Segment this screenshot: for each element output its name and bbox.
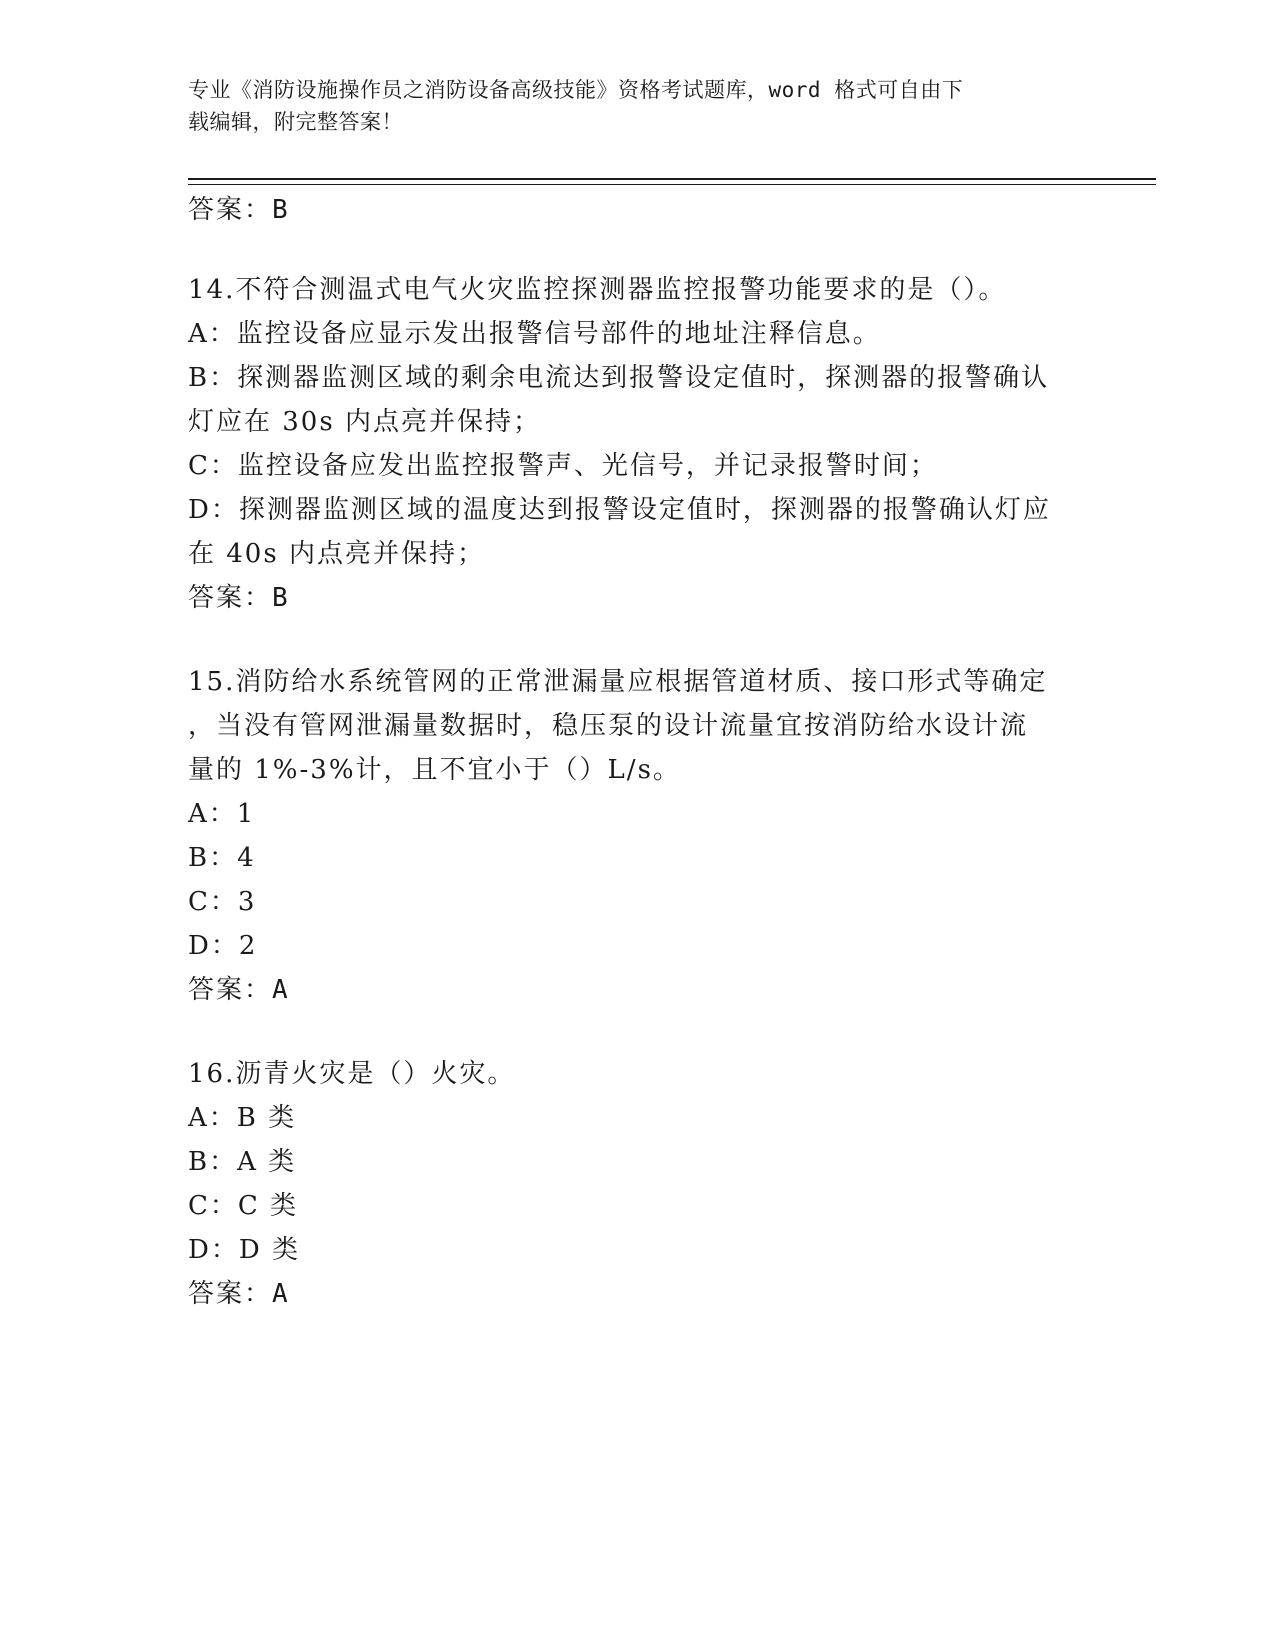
q16-option-a: A：B 类 (188, 1103, 297, 1133)
q15-answer: 答案：A (188, 975, 290, 1005)
q15-option-c: C：3 (188, 887, 257, 917)
header-line-2: 载编辑，附完整答案！ (188, 110, 403, 134)
header-divider-thin (188, 184, 1156, 185)
q16-stem: 16.沥青火灾是（）火灾。 (188, 1059, 516, 1089)
q14-option-b-line2: 灯应在 30s 内点亮并保持； (188, 407, 541, 437)
q15-option-d: D：2 (188, 931, 258, 961)
q15-option-b: B：4 (188, 843, 256, 873)
header-line-1: 专业《消防设施操作员之消防设备高级技能》资格考试题库，word 格式可自由下 (188, 78, 964, 102)
q16-option-c: C：C 类 (188, 1191, 299, 1221)
document-header (188, 74, 1078, 138)
q15-option-a: A：1 (188, 799, 256, 829)
q14-answer: 答案：B (188, 583, 290, 613)
q16-answer: 答案：A (188, 1279, 290, 1309)
prev-answer: 答案：B (188, 195, 290, 225)
q16-option-d: D：D 类 (188, 1235, 300, 1265)
q14-option-d-line2: 在 40s 内点亮并保持； (188, 539, 485, 569)
q14-option-c: C：监控设备应发出监控报警声、光信号，并记录报警时间； (188, 451, 938, 481)
q15-stem-line2: ，当没有管网泄漏量数据时，稳压泵的设计流量宜按消防给水设计流 (188, 711, 1029, 741)
q15-stem-line1: 15.消防给水系统管网的正常泄漏量应根据管道材质、接口形式等确定 (188, 667, 1048, 697)
q14-option-b-line1: B：探测器监测区域的剩余电流达到报警设定值时，探测器的报警确认 (188, 363, 1050, 393)
q14-stem: 14.不符合测温式电气火灾监控探测器监控报警功能要求的是（）。 (188, 275, 1007, 305)
header-divider-thick (188, 178, 1156, 180)
q15-stem-line3: 量的 1%-3%计，且不宜小于（）L/s。 (188, 755, 681, 785)
q14-option-a: A：监控设备应显示发出报警信号部件的地址注释信息。 (188, 319, 881, 349)
q14-option-d-line1: D：探测器监测区域的温度达到报警设定值时，探测器的报警确认灯应 (188, 495, 1051, 525)
q16-option-b: B：A 类 (188, 1147, 297, 1177)
